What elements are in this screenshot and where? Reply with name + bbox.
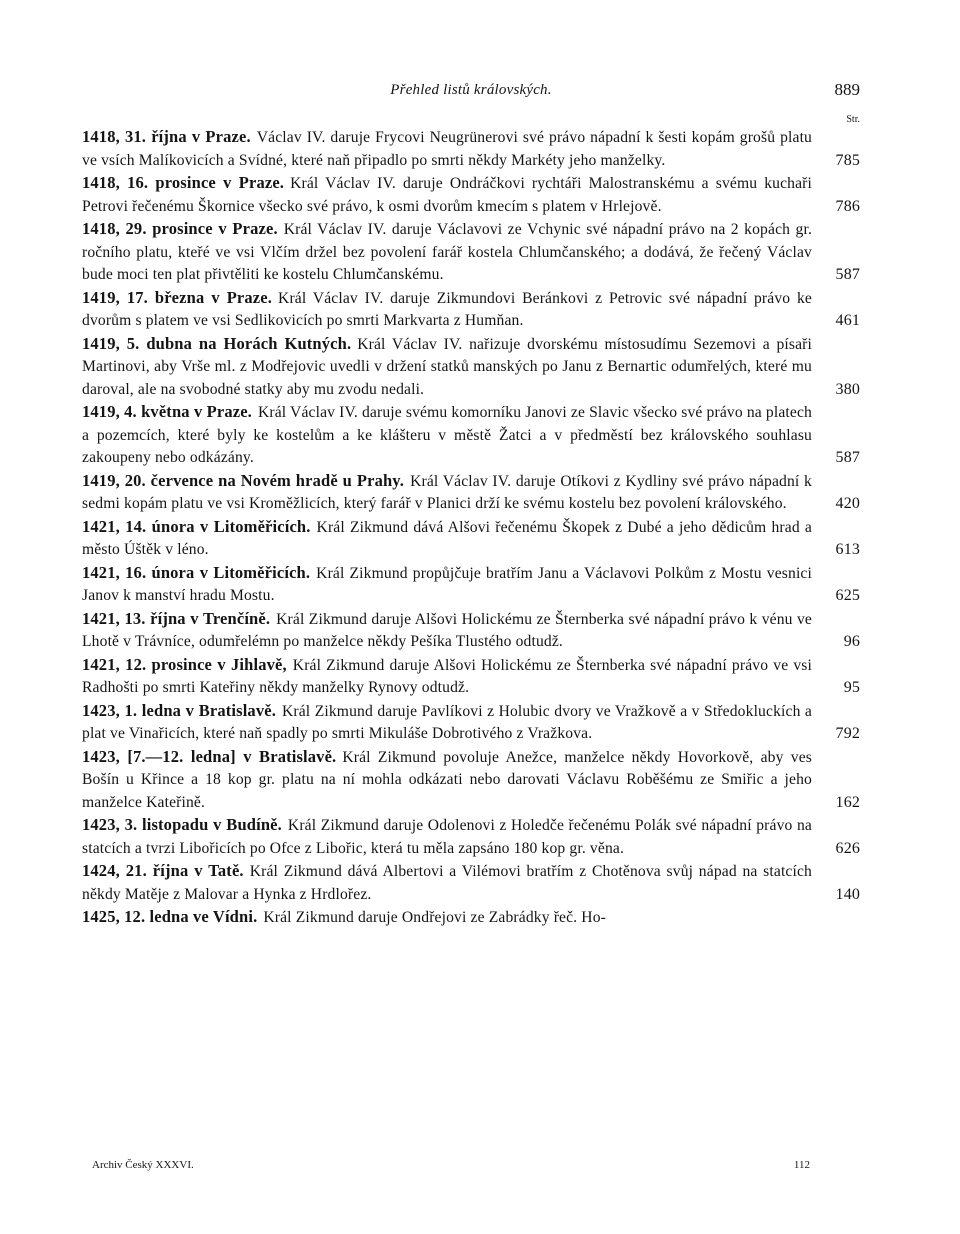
entry-date: 1424, 21. října v Tatě.: [82, 861, 244, 880]
entry-text: Král Zikmund dává Alšovi řečenému Škopek z Dubé a jeho dědicům hrad a město Úštěk v léno.: [82, 518, 812, 558]
entry-text: Král Zikmund dává Albertovi a Vilémovi bratřím z Chotěnova svůj nápad na statcích někdy Matěje z Malovar a Hynka z Hrdlořez.: [82, 863, 812, 903]
entry-page-ref: 785: [835, 151, 860, 169]
entry-text: Král Václav IV. daruje Václavovi ze Vchynic své nápadní právo na 2 kopách gr. ročního platu, kteřé ve vsi Vlčím držel bez povolení farář kostela Chlumčanského; a dodává, že řečený Václav bude moci ten plat přivtěliti ke kostelu Chlumčanskému.: [82, 221, 812, 283]
entry: [82, 126, 860, 172]
entry: [82, 470, 860, 516]
page-header: [82, 78, 860, 125]
entry: [82, 287, 860, 333]
entry: [82, 562, 860, 608]
entry-page-ref: 626: [835, 839, 860, 857]
entry: [82, 516, 860, 562]
entry-page-ref: 461: [835, 312, 860, 329]
entry: [82, 906, 860, 930]
entry-page-ref: 95: [843, 679, 860, 696]
entry: [82, 218, 860, 287]
entry-date: 1423, 3. listopadu v Budíně.: [82, 815, 282, 834]
entry-text: Král Zikmund povoluje Anežce, manželce někdy Hovorkově, aby ves Bošín u Křince a 18 kop gr. platu na ní mohla odkázati nebo darovati Václavu Roběšému ze Smiřic a jeho manželce Kateřině.: [82, 748, 812, 811]
entry-date: 1423, [7.—12. ledna] v Bratislavě.: [82, 746, 337, 766]
entry-date: 1418, 16. prosince v Praze.: [82, 173, 285, 192]
entry-text: Král Václav IV. daruje Otíkovi z Kydliny své právo nápadní k sedmi kopám platu ve vsi Kroměžlicích, který farář v Planici drží ke svému kostelu bez povolení královského.: [82, 472, 812, 512]
entry: [82, 746, 860, 815]
entry: [82, 333, 860, 402]
entry-date: 1419, 17. března v Praze.: [82, 287, 273, 307]
entry-date: 1419, 20. července na Novém hradě u Prahy.: [82, 470, 405, 490]
entry-page-ref: 613: [835, 541, 860, 558]
entry-date: 1425, 12. ledna ve Vídni.: [82, 907, 258, 926]
entry-date: 1418, 29. prosince v Praze.: [82, 219, 278, 238]
entry-text: Král Václav IV. nařizuje dvorskému místosudímu Sezemovi a písaři Martinovi, aby Vrše ml. z Modřejovic uvedli v držení statků manských po Janu z Bernartic odumřelých, které mu daroval, ale na svobodné statky aby mu zvodu nedali.: [82, 335, 812, 398]
entry: [82, 814, 860, 860]
entry: [82, 172, 860, 218]
entry: [82, 608, 860, 654]
entry-text: Král Václav IV. daruje svému komorníku Janovi ze Slavic všecko své právo na platech a pozemcích, které byly ke kostelům a ke klášteru v městě Žatci a v předměstí bez královského souhlasu zakoupeny nebo odkázány.: [82, 404, 812, 466]
entry-date: 1421, 12. prosince v Jihlavě,: [82, 654, 287, 674]
entry-text: Král Zikmund daruje Ondřejovi ze Zabrádky řeč. Ho-: [263, 909, 606, 926]
entry-date: 1423, 1. ledna v Bratislavě.: [82, 700, 276, 720]
entry-page-ref: 792: [835, 725, 860, 742]
entry-text: Král Václav IV. daruje Ondráčkovi rychtáři Malostranskému a svému kuchaři Petrovi řečenému Škornice všecko své právo, k osmi dvorům kmecím s platem v Hrlejově.: [82, 175, 812, 215]
entry-date: 1421, 16. února v Litoměřicích.: [82, 562, 311, 582]
page-number: 889: [834, 80, 860, 99]
entry-page-ref: 96: [843, 633, 860, 650]
entry-date: 1421, 14. února v Litoměřicích.: [82, 516, 311, 536]
running-title: Přehled listů královských.: [390, 82, 552, 98]
entry-date: 1418, 31. října v Praze.: [82, 127, 251, 146]
entry-page-ref: 380: [835, 380, 860, 398]
entry-text: Král Zikmund daruje Alšovi Holickému ze Šternberka své nápadní právo k vénu ve Lhotě v Trávníce, odumřelémn po manželce někdy Pešíka Tlustého odtudž.: [82, 610, 812, 650]
entry-text: Král Zikmund daruje Pavlíkovi z Holubic dvory ve Vražkově a v Středokluckích a plat ve Vinařicích, které naň spadly po smrti Mikuláše Dobrotivého z Vražkova.: [82, 702, 812, 742]
entry-date: 1419, 4. května v Praze.: [82, 402, 252, 421]
page: [82, 78, 860, 926]
column-label: Str.: [846, 114, 860, 125]
entry-page-ref: 587: [835, 266, 860, 283]
entry: [82, 654, 860, 700]
entry-page-ref: 420: [835, 495, 860, 512]
entry-page-ref: 162: [835, 793, 860, 811]
entry: [82, 700, 860, 746]
entry-page-ref: 786: [835, 197, 860, 215]
entry-page-ref: 140: [835, 885, 860, 903]
entry-page-ref: 625: [835, 587, 860, 604]
entry-date: 1421, 13. října v Trenčíně.: [82, 608, 271, 628]
entry-list: [82, 126, 860, 930]
printer-signature: Archiv Český XXXVI.: [92, 1159, 194, 1171]
entry: [82, 401, 860, 470]
entry-text: Král Zikmund daruje Alšovi Holickému ze Šternberka své nápadní právo ve vsi Radhošti po smrti Kateřiny někdy manželky Rynovy odtudž.: [82, 656, 812, 696]
entry-text: Král Zikmund propůjčuje bratřím Janu a Václavovi Polkům z Mostu vesnici Janov k manství hradu Mostu.: [82, 564, 812, 604]
entry-page-ref: 587: [835, 449, 860, 466]
entry-text: Král Zikmund daruje Odolenovi z Holedče řečenému Polák své nápadní právo na statcích a tvrzi Libořicích po Ofce z Libořic, která tu měla zapsáno 180 kop gr. věna.: [82, 817, 812, 857]
signature-number: 112: [793, 1159, 810, 1171]
entry: [82, 860, 860, 906]
entry-date: 1419, 5. dubna na Horách Kutných.: [82, 333, 352, 353]
entry-text: Král Václav IV. daruje Zikmundovi Beránkovi z Petrovic své nápadní právo ke dvorům s platem ve vsi Sedlikovicích po smrti Markvarta z Humňan.: [82, 289, 812, 329]
entry-text: Václav IV. daruje Frycovi Neugrünerovi své právo nápadní k šesti kopám grošů platu ve vsích Malíkovicích a Svídné, které naň připadlo po smrti někdy Markéty jeho manželky.: [82, 129, 812, 169]
